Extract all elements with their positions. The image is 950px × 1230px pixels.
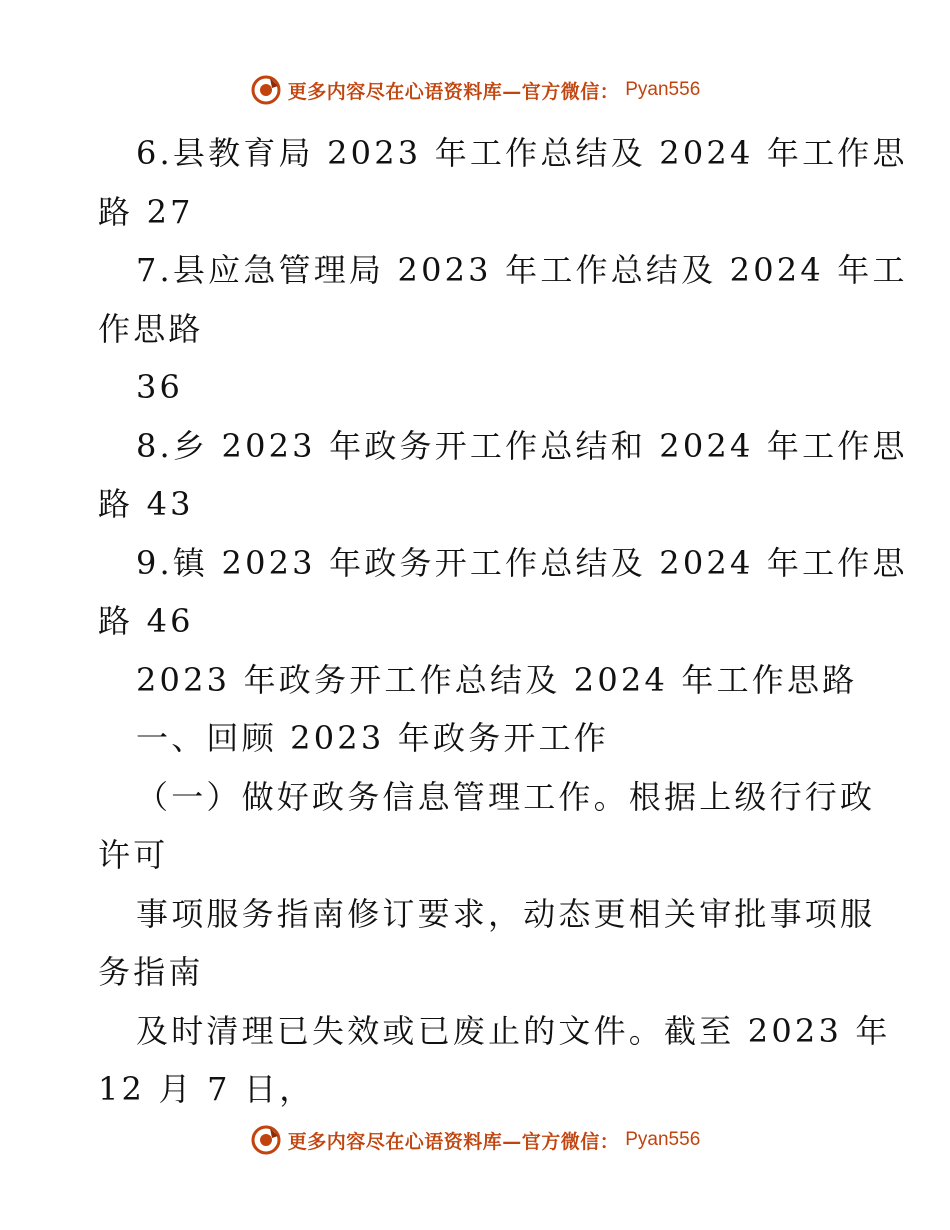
watermark-text: 更多内容尽在心语资料库—官方微信： [287, 80, 620, 103]
subsection-heading: 一、回顾 2023 年政务开工作 [136, 719, 609, 757]
document-body [98, 124, 908, 1119]
text-line: 路 27 [98, 192, 194, 231]
section-heading: 2023 年政务开工作总结及 2024 年工作思路 [136, 660, 858, 699]
watermark-text: 更多内容尽在心语资料库—官方微信： [287, 1130, 620, 1153]
text-line: 事项服务指南修订要求，动态更相关审批事项服 [136, 894, 876, 933]
watermark-header [0, 70, 950, 110]
text-line: 作思路 [98, 309, 204, 348]
text-line: 12 月 7 日， [98, 1070, 315, 1108]
text-line: 及时清理已失效或已废止的文件。截至 2023 年 [136, 1011, 891, 1050]
watermark-account: Pyan556 [625, 1129, 701, 1150]
text-line: 36 [136, 368, 184, 406]
text-line: 许可 [98, 836, 169, 874]
brand-logo-icon [250, 74, 282, 106]
text-line: 6.县教育局 2023 年工作总结及 2024 年工作思 [136, 134, 908, 172]
watermark-footer [0, 1120, 950, 1160]
text-line: 务指南 [98, 953, 204, 991]
brand-logo-icon [250, 1124, 282, 1156]
text-line: 8.乡 2023 年政务开工作总结和 2024 年工作思 [136, 426, 908, 465]
text-line: 路 46 [98, 602, 194, 640]
text-line: （一）做好政务信息管理工作。根据上级行行政 [136, 777, 876, 816]
text-line: 路 43 [98, 485, 194, 523]
text-line: 7.县应急管理局 2023 年工作总结及 2024 年工 [136, 251, 908, 289]
watermark-account: Pyan556 [625, 79, 701, 100]
text-line: 9.镇 2023 年政务开工作总结及 2024 年工作思 [136, 543, 908, 582]
